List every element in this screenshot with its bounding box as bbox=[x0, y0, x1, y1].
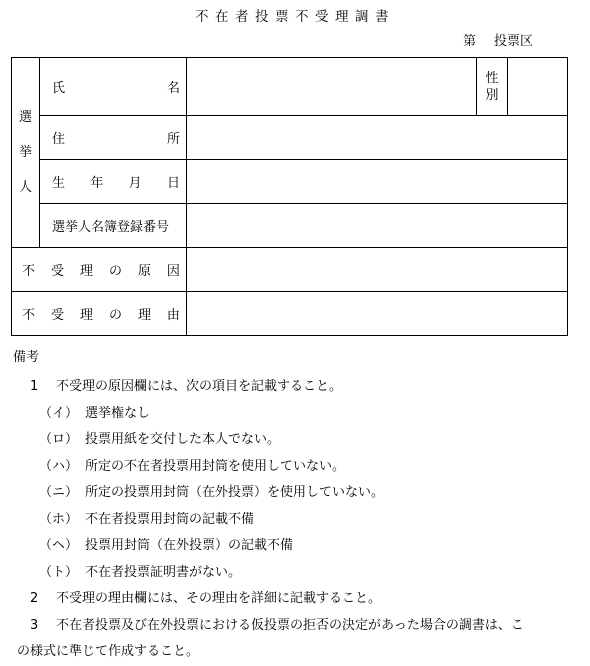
registration-number-field[interactable] bbox=[187, 204, 568, 248]
note-subitem: （ニ） 所定の投票用封筒（在外投票）を使用していない。 bbox=[39, 485, 385, 500]
note-subitem: （ヘ） 投票用封筒（在外投票）の記載不備 bbox=[39, 538, 294, 553]
cause-field[interactable] bbox=[187, 248, 568, 292]
address-label: 住 所 bbox=[40, 116, 187, 160]
reason-field[interactable] bbox=[187, 292, 568, 336]
note-item-2: 2 不受理の理由欄には、その理由を詳細に記載すること。 bbox=[30, 591, 382, 606]
district-suffix-label: 投票区 bbox=[494, 34, 534, 49]
reason-label: 不 受 理 の 理 由 bbox=[12, 292, 187, 336]
polling-district bbox=[463, 30, 533, 49]
sex-field[interactable] bbox=[508, 58, 568, 116]
registration-number-label: 選挙人名簿登録番号 bbox=[40, 204, 187, 248]
note-subitem: （ト） 不在者投票証明書がない。 bbox=[39, 564, 242, 580]
cause-label: 不 受 理 の 原 因 bbox=[12, 248, 187, 292]
note-subitem: （ホ） 不在者投票用封筒の記載不備 bbox=[39, 511, 255, 527]
note-item-1: 1 不受理の原因欄には、次の項目を記載すること。 bbox=[30, 379, 343, 394]
name-field[interactable] bbox=[187, 58, 477, 116]
page-title: 不在者投票不受理調書 bbox=[195, 9, 395, 25]
district-number-label: 第 bbox=[463, 34, 477, 49]
note-subitem: （イ） 選挙権なし bbox=[39, 405, 151, 421]
notes-heading: 備考 bbox=[13, 350, 40, 365]
birthdate-label: 生 年 月 日 bbox=[40, 160, 187, 204]
address-field[interactable] bbox=[187, 116, 568, 160]
voter-form-table bbox=[11, 57, 568, 336]
name-label: 氏 名 bbox=[40, 58, 187, 116]
notes-section bbox=[13, 346, 585, 666]
note-subitem: （ハ） 所定の不在者投票用封筒を使用していない。 bbox=[39, 458, 346, 474]
note-item-3: 3 不在者投票及び在外投票における仮投票の拒否の決定があった場合の調書は、こ bbox=[30, 617, 524, 633]
sex-label: 性 別 bbox=[477, 58, 508, 116]
voter-group-label: 選 挙 人 bbox=[12, 58, 40, 248]
birthdate-field[interactable] bbox=[187, 160, 568, 204]
note-subitem: （ロ） 投票用紙を交付した本人でない。 bbox=[39, 432, 281, 447]
note-item-3-continuation: の様式に準じて作成すること。 bbox=[17, 644, 200, 659]
